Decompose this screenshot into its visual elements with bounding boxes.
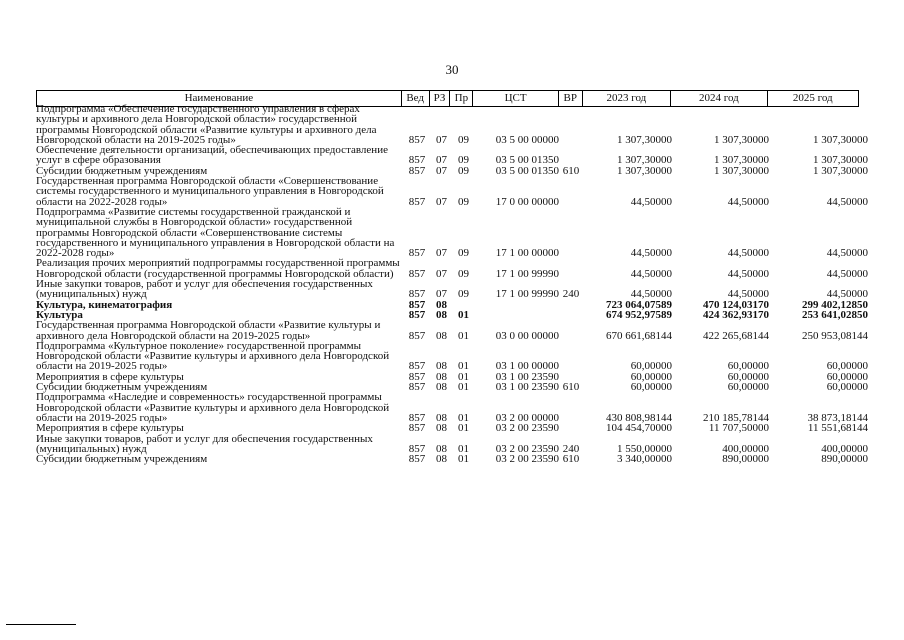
cell-cst: 03 5 00 00000 [495, 133, 559, 146]
cell-rz: 07 [436, 154, 447, 167]
cell-rz: 07 [436, 164, 447, 177]
cell-y2023: 430 808,98144 [606, 411, 672, 424]
cell-ved: 857 [408, 442, 426, 455]
cell-vr: 610 [562, 381, 580, 394]
cell-ved: 857 [408, 288, 426, 301]
cell-y2024: 1 307,30000 [714, 164, 769, 177]
cell-y2024: 60,00000 [727, 360, 769, 373]
cell-y2024: 60,00000 [727, 370, 769, 383]
cell-y2024: 11 707,50000 [708, 422, 769, 435]
cell-rz: 08 [436, 370, 447, 383]
cell-y2023: 3 340,00000 [617, 453, 672, 466]
cell-y2023: 104 454,70000 [606, 422, 672, 435]
cell-y2023: 44,50000 [630, 267, 672, 280]
cell-vr [559, 197, 583, 207]
cell-y2024: 210 185,78144 [703, 411, 769, 424]
cell-ved: 857 [408, 370, 426, 383]
row-name: Обеспечение деятельности организаций, обеспечивающих предоставление услуг в сфере образования [36, 144, 388, 167]
row-name: Иные закупки товаров, работ и услуг для обеспечения государственных (муниципальных) нужд [36, 432, 373, 455]
table-row [36, 341, 868, 372]
cell-pr: 01 [458, 381, 469, 394]
row-name: Подпрограмма «Культурное поколение» государственной программы Новгородской области «Развитие культуры и архивного дела Новгородской области на 2019-2025 годы» [36, 339, 390, 373]
cell-y2025: 11 551,68144 [807, 422, 868, 435]
cell-y2025: 38 873,18144 [807, 411, 868, 424]
cell-rz: 08 [436, 298, 447, 311]
cell-pr: 01 [458, 442, 469, 455]
cell-cst: 03 5 00 01350 [495, 154, 559, 167]
cell-vr [559, 331, 583, 341]
table-row [36, 434, 868, 455]
cell-cst: 03 1 00 23590 [495, 381, 559, 394]
cell-ved: 857 [408, 381, 426, 394]
cell-rz: 07 [436, 288, 447, 301]
cell-y2025: 44,50000 [826, 247, 868, 260]
row-name: Реализация прочих мероприятий подпрограммы государственной программы Новгородской области (государственной программы Новгородской области) [36, 257, 400, 280]
table-row [36, 279, 868, 300]
cell-vr [559, 269, 583, 279]
cell-ved: 857 [408, 164, 426, 177]
cell-y2024: 1 307,30000 [714, 133, 769, 146]
cell-cst: 03 2 00 23590 [495, 422, 559, 435]
row-values [403, 248, 868, 258]
cell-y2024: 890,00000 [722, 453, 769, 466]
row-values [403, 382, 868, 392]
header-2023: 2023 год [583, 91, 671, 106]
cell-cst: 17 1 00 99990 [495, 288, 559, 301]
cell-y2023: 1 550,00000 [617, 442, 672, 455]
page-number: 30 [445, 62, 459, 77]
table-row [36, 320, 868, 341]
cell-cst: 03 2 00 23590 [495, 442, 559, 455]
cell-rz: 08 [436, 381, 447, 394]
table-row [36, 176, 868, 207]
cell-pr: 01 [458, 329, 469, 342]
row-name: Субсидии бюджетным учреждениям [36, 164, 208, 177]
cell-y2023: 670 661,68144 [606, 329, 672, 342]
cell-rz: 08 [436, 329, 447, 342]
cell-y2024: 44,50000 [727, 247, 769, 260]
row-name: Государственная программа Новгородской области «Развитие культуры и архивного дела Новгородской области на 2019-2025 годы» [36, 319, 381, 342]
cell-y2024: 470 124,03170 [703, 298, 769, 311]
cell-ved: 857 [408, 247, 426, 260]
table-row [36, 207, 868, 258]
header-2025: 2025 год [768, 91, 859, 106]
cell-pr: 01 [458, 308, 469, 321]
cell-cst: 03 2 00 00000 [495, 411, 559, 424]
cell-y2024: 422 265,68144 [703, 329, 769, 342]
table-row [36, 145, 868, 166]
cell-y2025: 60,00000 [826, 370, 868, 383]
cell-y2025: 44,50000 [826, 267, 868, 280]
cell-rz: 07 [436, 247, 447, 260]
row-name: Подпрограмма «Обеспечение государственного управления в сферах культуры и архивного дела Новгородской области» государственной программы Новгородской области «Развитие культуры и архивного дела Новгородской области на 2019-2025 годы» [36, 103, 377, 146]
cell-vr [559, 413, 583, 423]
table-row [36, 423, 868, 433]
cell-y2024: 44,50000 [727, 288, 769, 301]
row-name: Субсидии бюджетным учреждениям [36, 381, 208, 394]
cell-pr: 01 [458, 422, 469, 435]
cell-cst: 17 1 00 00000 [495, 247, 559, 260]
table-body [36, 104, 868, 464]
cell-y2023: 1 307,30000 [617, 133, 672, 146]
header-cst: ЦСТ [473, 91, 558, 106]
row-values [403, 269, 868, 279]
cell-pr: 09 [458, 154, 469, 167]
cell-vr [559, 300, 583, 310]
cell-rz: 08 [436, 422, 447, 435]
cell-ved: 857 [408, 453, 426, 466]
row-name: Субсидии бюджетным учреждениям [36, 453, 208, 466]
cell-pr: 09 [458, 247, 469, 260]
row-values [403, 197, 868, 207]
cell-vr [559, 135, 583, 145]
cell-cst: 03 1 00 23590 [495, 370, 559, 383]
cell-y2024: 424 362,93170 [703, 308, 769, 321]
cell-cst [475, 300, 559, 310]
row-values [403, 166, 868, 176]
table-row [36, 392, 868, 423]
cell-pr: 09 [458, 288, 469, 301]
header-name: Наименование [37, 91, 402, 106]
cell-rz: 07 [436, 133, 447, 146]
cell-y2025: 400,00000 [821, 442, 868, 455]
footer-divider [6, 624, 76, 625]
cell-rz: 08 [436, 308, 447, 321]
header-rz: РЗ [430, 91, 451, 106]
cell-y2023: 44,50000 [630, 195, 672, 208]
cell-y2023: 44,50000 [630, 288, 672, 301]
cell-y2025: 60,00000 [826, 360, 868, 373]
cell-y2025: 1 307,30000 [813, 164, 868, 177]
cell-ved: 857 [408, 195, 426, 208]
cell-cst: 17 1 00 99990 [495, 267, 559, 280]
cell-y2025: 299 402,12850 [802, 298, 868, 311]
cell-ved: 857 [408, 267, 426, 280]
cell-y2023: 723 064,07589 [606, 298, 672, 311]
row-values [403, 331, 868, 341]
header-2024: 2024 год [671, 91, 767, 106]
cell-vr [559, 423, 583, 433]
cell-cst: 03 0 00 00000 [495, 329, 559, 342]
cell-rz: 08 [436, 442, 447, 455]
cell-y2025: 44,50000 [826, 288, 868, 301]
cell-y2025: 60,00000 [826, 381, 868, 394]
cell-y2025: 44,50000 [826, 195, 868, 208]
cell-y2025: 1 307,30000 [813, 133, 868, 146]
cell-cst [475, 310, 559, 320]
cell-y2025: 890,00000 [821, 453, 868, 466]
header-pr: Пр [450, 91, 473, 106]
cell-vr [559, 248, 583, 258]
cell-vr: 610 [562, 453, 580, 466]
cell-pr: 01 [458, 411, 469, 424]
row-name: Культура [36, 308, 83, 321]
cell-pr: 09 [458, 195, 469, 208]
cell-ved: 857 [408, 308, 426, 321]
cell-cst: 03 5 00 01350 [495, 164, 559, 177]
row-name: Мероприятия в сфере культуры [36, 422, 184, 435]
cell-y2025: 250 953,08144 [802, 329, 868, 342]
cell-pr: 09 [458, 267, 469, 280]
cell-y2023: 60,00000 [630, 381, 672, 394]
header-vr: ВР [559, 91, 583, 106]
cell-vr: 610 [562, 164, 580, 177]
cell-y2025: 253 641,02850 [802, 308, 868, 321]
cell-ved: 857 [408, 154, 426, 167]
cell-rz: 07 [436, 267, 447, 280]
cell-cst: 17 0 00 00000 [495, 195, 559, 208]
cell-y2023: 60,00000 [630, 360, 672, 373]
cell-pr: 01 [458, 360, 469, 373]
cell-pr: 09 [458, 133, 469, 146]
cell-y2024: 1 307,30000 [714, 154, 769, 167]
table-row [36, 258, 868, 279]
cell-y2023: 44,50000 [630, 247, 672, 260]
cell-pr: 01 [458, 453, 469, 466]
cell-rz: 08 [436, 411, 447, 424]
cell-ved: 857 [408, 298, 426, 311]
cell-pr: 01 [458, 370, 469, 383]
cell-y2024: 60,00000 [727, 381, 769, 394]
header-ved: Вед [402, 91, 430, 106]
cell-rz: 08 [436, 453, 447, 466]
row-name: Иные закупки товаров, работ и услуг для обеспечения государственных (муниципальных) нужд [36, 278, 373, 301]
row-values [403, 423, 868, 433]
cell-y2023: 674 952,97589 [606, 308, 672, 321]
row-values [403, 454, 868, 464]
cell-ved: 857 [408, 360, 426, 373]
cell-vr: 240 [562, 442, 580, 455]
cell-vr [559, 361, 583, 371]
cell-y2023: 60,00000 [630, 370, 672, 383]
cell-y2023: 1 307,30000 [617, 154, 672, 167]
cell-rz: 08 [436, 360, 447, 373]
cell-y2024: 44,50000 [727, 267, 769, 280]
cell-y2024: 400,00000 [722, 442, 769, 455]
cell-vr [559, 310, 583, 320]
cell-ved: 857 [408, 329, 426, 342]
cell-ved: 857 [408, 422, 426, 435]
row-name: Подпрограмма «Наследие и современность» государственной программы Новгородской области «Развитие культуры и архивного дела Новгородской области на 2019-2025 годы» [36, 391, 390, 424]
table-row [36, 454, 868, 464]
cell-pr: 09 [458, 164, 469, 177]
row-name: Подпрограмма «Развитие системы государственной гражданской и муниципальной службы в Новгородской области» государственной программы Новгородской области «Совершенствование системы государственного и муниципального управления в Новгородской области на 2022-2028 годы» [36, 205, 395, 260]
row-values [403, 135, 868, 145]
cell-cst: 03 2 00 23590 [495, 453, 559, 466]
cell-ved: 857 [408, 411, 426, 424]
row-values [403, 310, 868, 320]
table-row [36, 104, 868, 145]
cell-y2024: 44,50000 [727, 195, 769, 208]
cell-vr: 240 [562, 288, 580, 301]
cell-y2025: 1 307,30000 [813, 154, 868, 167]
row-name: Мероприятия в сфере культуры [36, 370, 184, 383]
cell-cst: 03 1 00 00000 [495, 360, 559, 373]
row-name: Государственная программа Новгородской области «Совершенствование системы государственного и муниципального управления в Новгородской области на 2022-2028 годы» [36, 175, 384, 208]
cell-ved: 857 [408, 133, 426, 146]
row-name: Культура, кинематография [36, 298, 173, 311]
cell-y2023: 1 307,30000 [617, 164, 672, 177]
cell-rz: 07 [436, 195, 447, 208]
